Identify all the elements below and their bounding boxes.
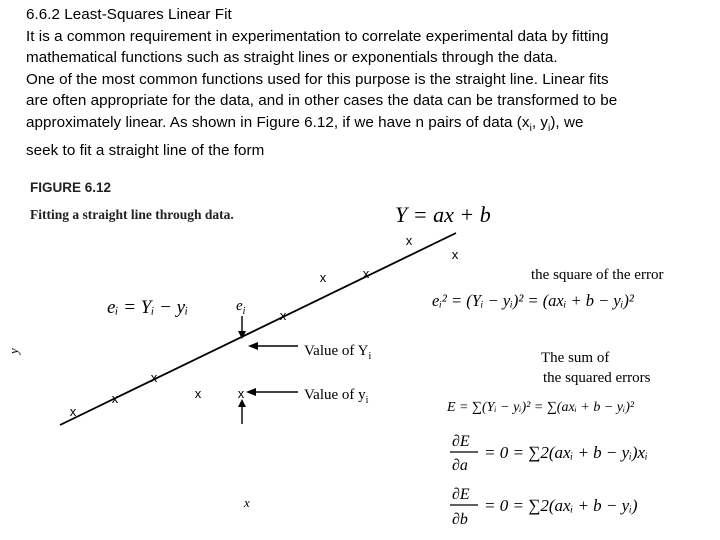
y-axis-label: y: [6, 348, 21, 354]
data-point: x: [451, 247, 459, 262]
partial-b-equation: = 0 = ∑2(axᵢ + b − yᵢ): [484, 496, 638, 515]
data-point: x: [111, 391, 119, 406]
sum-equation: E = ∑(Yᵢ − yᵢ)² = ∑(axᵢ + b − yᵢ)²: [447, 400, 635, 415]
section-heading: 6.6.2 Least-Squares Linear Fit: [26, 6, 232, 23]
data-point: x: [405, 233, 413, 248]
line-equation: Y = ax + b: [395, 202, 491, 227]
line5-sub-1: i: [529, 123, 532, 134]
value-y-arrowhead: [246, 388, 256, 396]
data-point: x: [319, 270, 327, 285]
sum-label-line-1: The sum of: [541, 350, 610, 366]
figure-caption: Fitting a straight line through data.: [30, 207, 234, 222]
figure-label: FIGURE 6.12: [30, 180, 112, 195]
value-of-y-label: Value of $y_i$: [304, 387, 369, 406]
error-label: $e_i$: [236, 298, 246, 317]
data-point: x: [150, 370, 158, 385]
sum-label-line-2: the squared errors: [543, 370, 651, 386]
partial-b-numerator: ∂E: [452, 486, 470, 503]
data-point: x: [362, 266, 370, 281]
data-point: x: [279, 308, 287, 323]
partial-b-denominator: ∂b: [452, 511, 468, 528]
data-point: x: [194, 386, 202, 401]
data-point: x: [69, 404, 77, 419]
paragraph-line-2: mathematical functions such as straight lines or exponentials through the data.: [26, 49, 558, 67]
square-error-equation: eᵢ² = (Yᵢ − yᵢ)² = (axᵢ + b − yᵢ)²: [432, 291, 634, 310]
value-of-Y-label: Value of $Y_i$: [304, 343, 372, 362]
line5-before: approximately linear. As shown in Figure 6.12, if we have n pairs of data (x: [26, 113, 530, 131]
partial-a-equation: = 0 = ∑2(axᵢ + b − yᵢ)xᵢ: [484, 443, 648, 462]
line5-sub-2: i: [548, 123, 551, 134]
line5-after: ), we: [550, 113, 584, 131]
paragraph-line-6: seek to fit a straight line of the form: [26, 141, 265, 159]
error-definition: eᵢ = Yᵢ − yᵢ: [107, 297, 189, 318]
data-point: x: [237, 386, 245, 401]
paragraph-line-4: are often appropriate for the data, and in other cases the data can be transformed to be: [26, 92, 618, 110]
x-axis-label: x: [244, 495, 250, 510]
line5-mid: , y: [531, 113, 549, 131]
partial-a-denominator: ∂a: [452, 457, 468, 474]
fitted-line: [60, 233, 456, 425]
value-Y-arrowhead: [248, 342, 258, 350]
paragraph-line-1: It is a common requirement in experimentation to correlate experimental data by fitting: [26, 27, 609, 45]
square-error-label: the square of the error: [531, 267, 664, 283]
partial-a-numerator: ∂E: [452, 433, 470, 450]
paragraph-line-3: One of the most common functions used for this purpose is the straight line. Linear fits: [26, 70, 609, 88]
